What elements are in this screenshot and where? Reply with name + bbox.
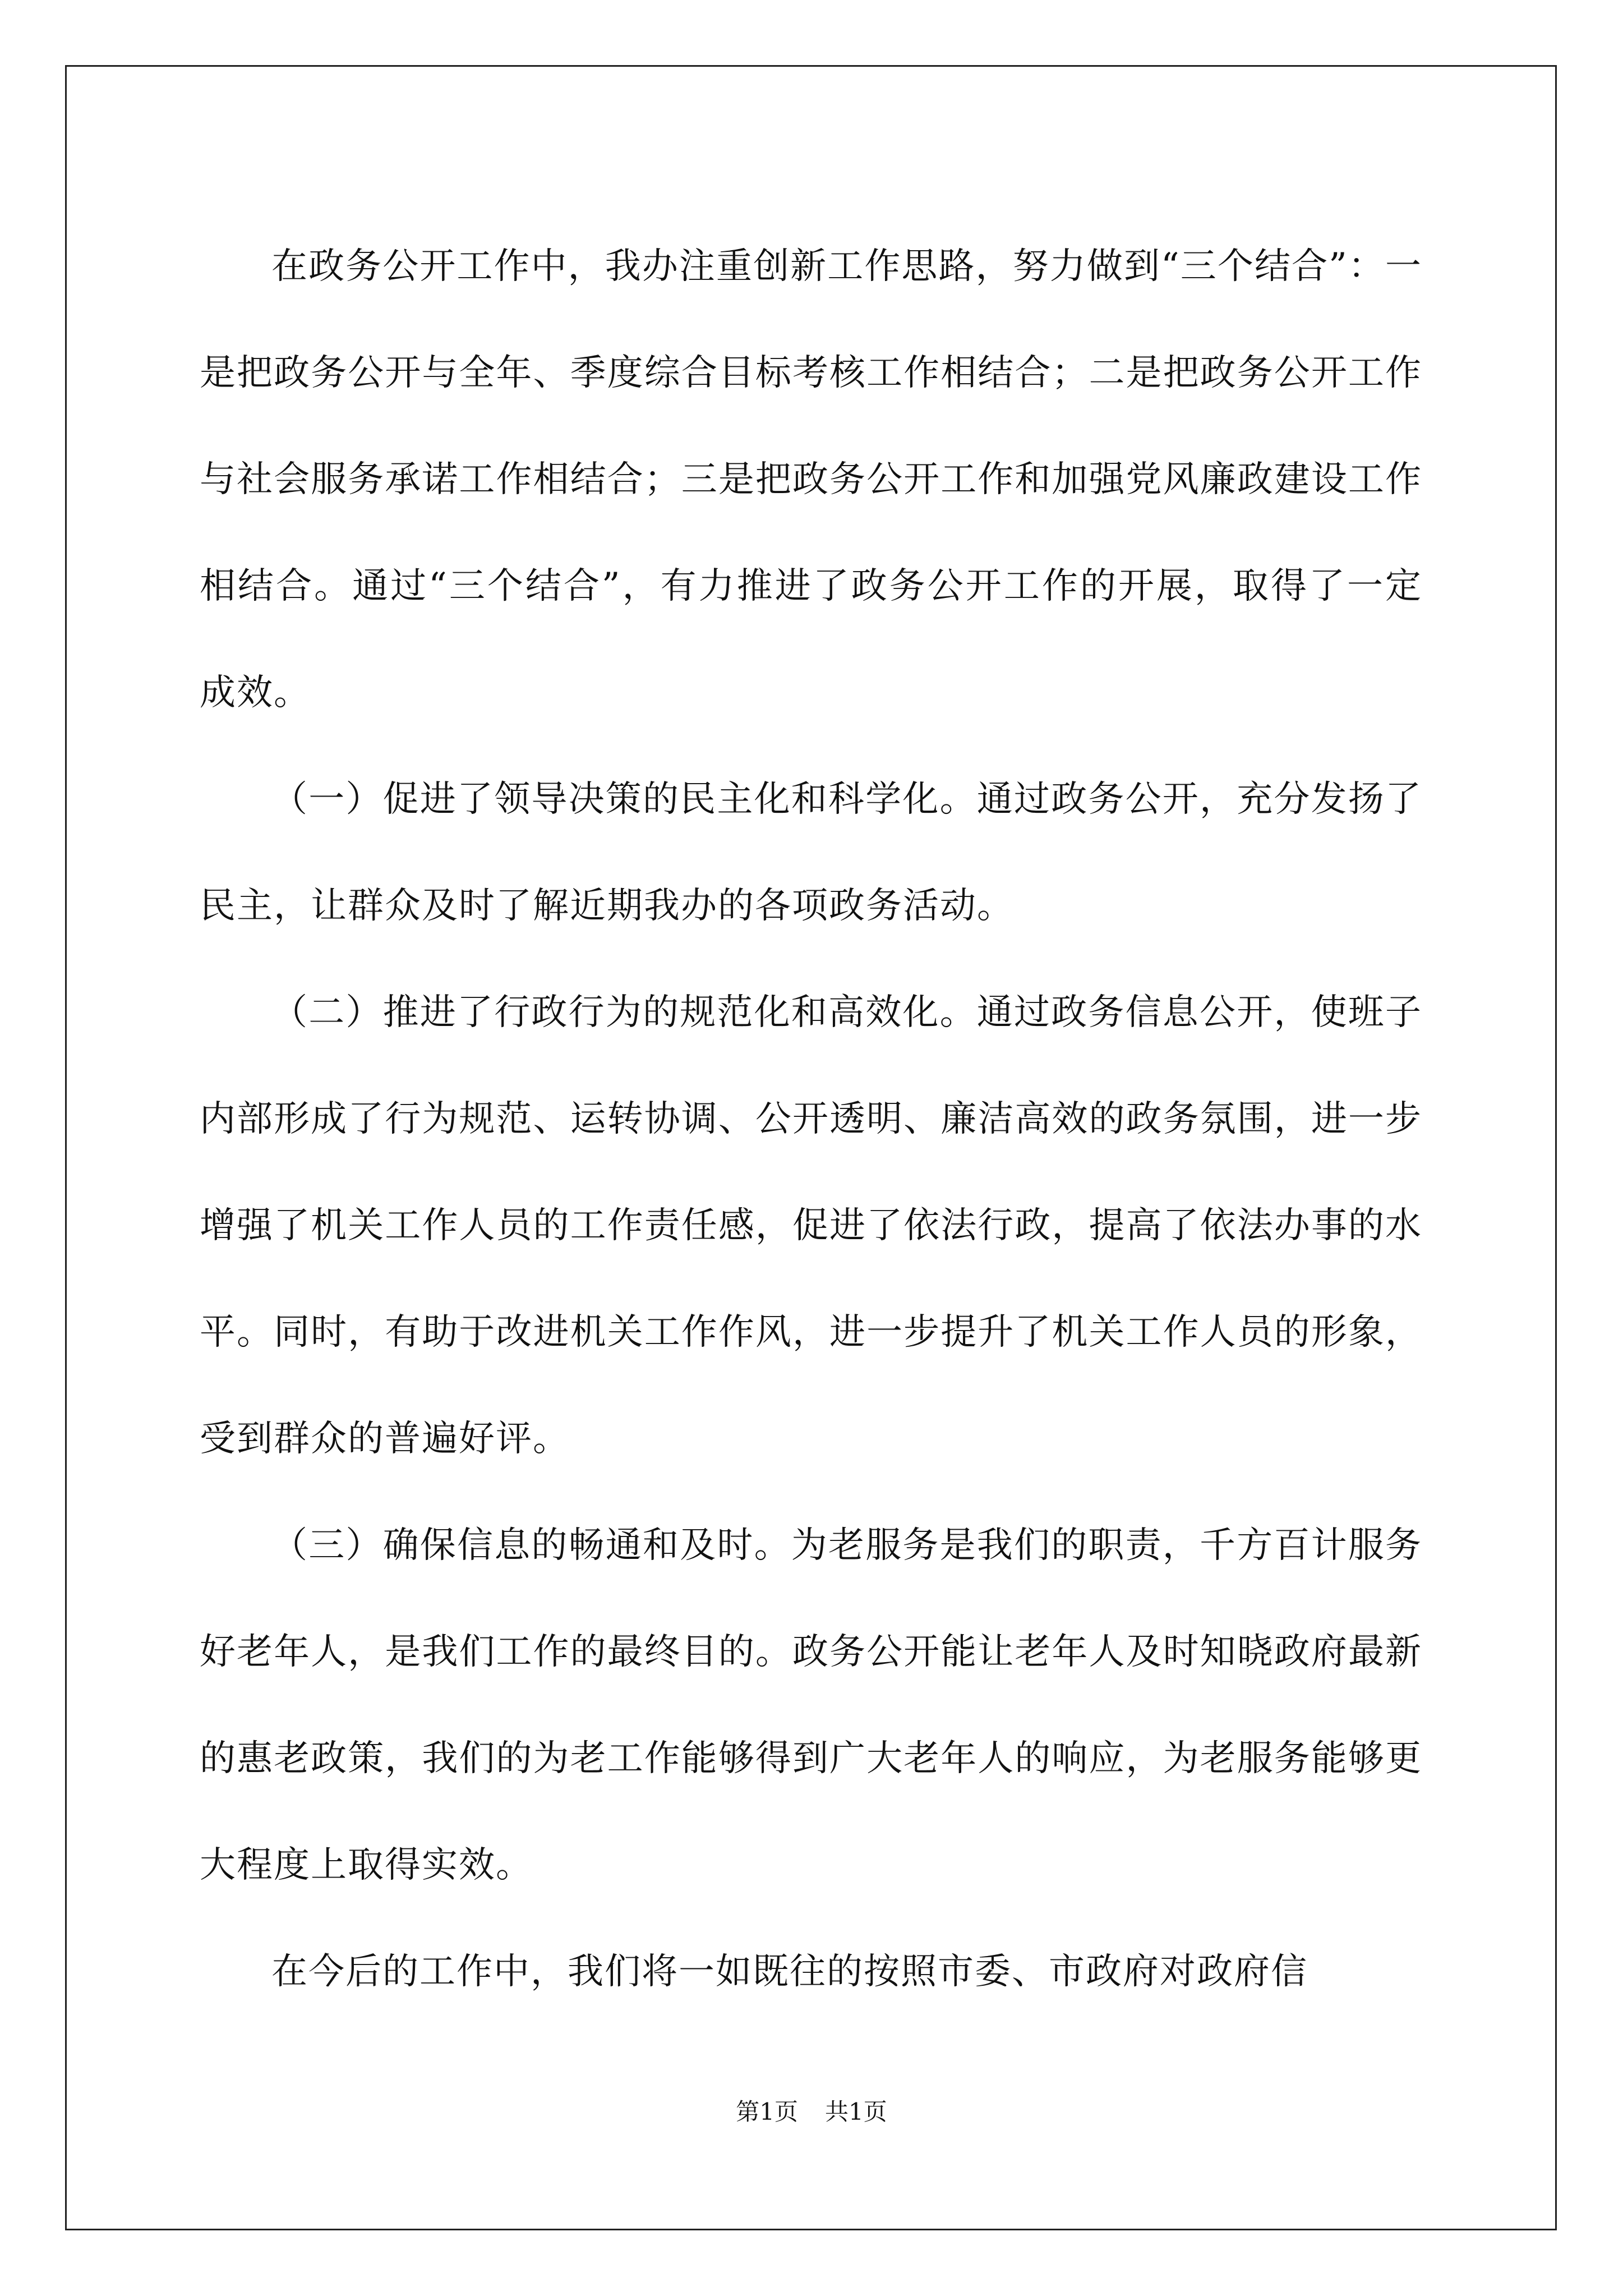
document-body	[200, 213, 1422, 2025]
page-footer	[0, 2095, 1623, 2129]
paragraph: （二）推进了行政行为的规范化和高效化。通过政务信息公开，使班子内部形成了行为规范、运转协调、公开透明、廉洁高效的政务氛围，进一步增强了机关工作人员的工作责任感，促进了依法行政，提高了依法办事的水平。同时，有助于改进机关工作作风，进一步提升了机关工作人员的形象，受到群众的普遍好评。	[200, 992, 1422, 1460]
paragraph: （三）确保信息的畅通和及时。为老服务是我们的职责，千方百计服务好老年人，是我们工作的最终目的。政务公开能让老年人及时知晓政府最新的惠老政策，我们的为老工作能够得到广大老年人的响应，为老服务能够更大程度上取得实效。	[200, 1525, 1422, 1886]
paragraph: 在政务公开工作中，我办注重创新工作思路，努力做到“三个结合”：一是把政务公开与全年、季度综合目标考核工作相结合；二是把政务公开工作与社会服务承诺工作相结合；三是把政务公开工作和加强党风廉政建设工作相结合。通过“三个结合”，有力推进了政务公开工作的开展，取得了一定成效。	[200, 246, 1422, 714]
page-total: 共1页	[825, 2098, 887, 2125]
page-number: 第1页	[736, 2098, 798, 2125]
paragraph: （一）促进了领导决策的民主化和科学化。通过政务公开，充分发扬了民主，让群众及时了解近期我办的各项政务活动。	[200, 779, 1422, 927]
paragraph: 在今后的工作中，我们将一如既往的按照市委、市政府对政府信	[271, 1951, 1308, 1993]
